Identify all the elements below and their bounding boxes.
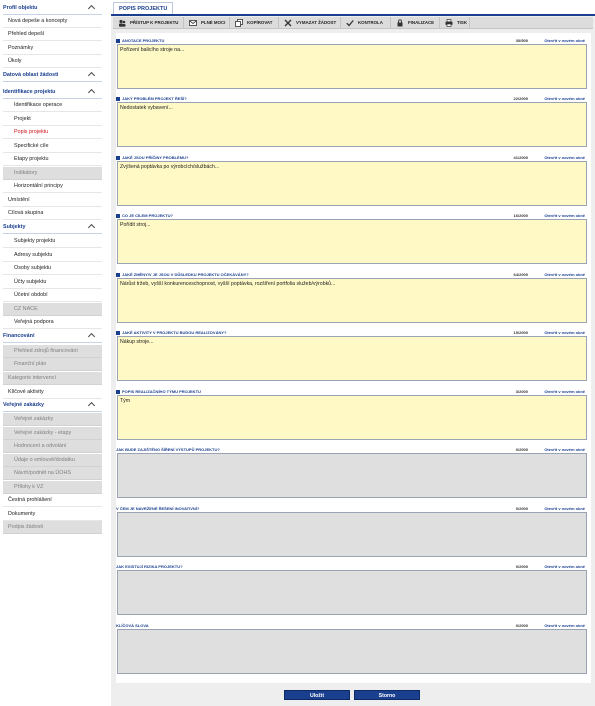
chevron-up-icon[interactable] [88, 402, 95, 409]
char-counter: 22/2000 [513, 96, 528, 101]
sidebar-item-subjekty[interactable] [3, 221, 102, 234]
sidebar-item-label: Popis projektu [14, 129, 49, 135]
sidebar-item-label: Umístění [8, 197, 30, 203]
tab-bar [111, 0, 595, 16]
sidebar-item-financovani[interactable] [3, 330, 102, 343]
toolbar-button-label: FINALIZACE [408, 20, 435, 25]
sidebar-item-etapy-projektu[interactable] [3, 153, 102, 166]
field-label [116, 506, 199, 511]
text-area [117, 629, 587, 674]
open-in-new-window-link[interactable]: Otevřít v novém okně [544, 506, 585, 511]
required-marker-icon [116, 331, 120, 335]
sidebar-item-horizontalni-principy[interactable] [3, 180, 102, 193]
printer-icon [445, 19, 453, 27]
open-in-new-window-link[interactable]: Otevřít v novém okně [544, 38, 585, 43]
sidebar-item-label: Etapy projektu [14, 156, 49, 162]
open-in-new-window-link[interactable]: Otevřít v novém okně [544, 155, 585, 160]
field-label [116, 623, 149, 628]
required-marker-icon [116, 39, 120, 43]
toolbar-button-label: KOPÍROVAT [247, 20, 273, 25]
envelope-icon [189, 19, 197, 27]
field-label-text: V ČEM JE NAVRŽENÉ ŘEŠENÍ INOVATIVNÍ? [116, 506, 200, 511]
sidebar-item-label: Veřejná podpora [14, 319, 54, 325]
field-label [116, 564, 183, 569]
sidebar-item-ukoly[interactable] [3, 55, 102, 68]
sidebar-item-udaje-o-smlouve-dodatku [3, 454, 102, 467]
sidebar-item-label: Veřejné zakázky - etapy [14, 430, 72, 436]
open-in-new-window-link[interactable]: Otevřít v novém okně [544, 389, 585, 394]
sidebar-item-profil-objektu[interactable] [3, 2, 102, 15]
required-marker-icon [116, 214, 120, 218]
sidebar-item-label: Financování [3, 333, 35, 339]
field-label-text: CO JE CÍLEM PROJEKTU? [122, 213, 173, 218]
sidebar-item-umisteni[interactable] [3, 194, 102, 207]
toolbar-button-label: VYMAZAT ŽÁDOST [296, 20, 337, 25]
sidebar-item-label: Podpis žádosti [8, 524, 44, 530]
sidebar-item-dokumenty[interactable] [3, 508, 102, 521]
field-label [116, 330, 226, 335]
chevron-up-icon[interactable] [88, 89, 95, 96]
sidebar-item-podpis-zadosti [3, 521, 102, 534]
field-label [116, 96, 187, 101]
field-group [116, 270, 591, 326]
sidebar-item-label: Osoby subjektu [14, 265, 52, 271]
field-group [116, 94, 591, 150]
sidebar-item-label: Identifikace projektu [3, 89, 56, 95]
field-label-text: JAKÝ PROBLÉM PROJEKT ŘEŠÍ? [122, 96, 187, 101]
text-area [117, 570, 587, 615]
sidebar-item-label: Cílová skupina [8, 210, 44, 216]
sidebar-item-cilova-skupina[interactable] [3, 207, 102, 220]
field-group [116, 562, 591, 618]
tab-popis-projektu[interactable]: POPIS PROJEKTU [113, 2, 173, 14]
field-label [116, 155, 188, 160]
sidebar-item-label: Přehled depeší [8, 31, 45, 37]
toolbar-button-kopirovat[interactable] [230, 17, 279, 29]
required-marker-icon [116, 97, 120, 101]
open-in-new-window-link[interactable]: Otevřít v novém okně [544, 564, 585, 569]
char-counter: 15/2000 [513, 330, 528, 335]
sidebar-item-prehled-zdroju-financovani [3, 345, 102, 358]
sidebar-item-adresy-subjektu[interactable] [3, 249, 102, 262]
sidebar-item-navrh-podnet-na-uohs [3, 467, 102, 480]
sidebar-item-label: Poznámky [8, 45, 34, 51]
copy-icon [235, 19, 243, 27]
sidebar-item-label: Identifikace operace [14, 102, 63, 108]
sidebar-item-label: Dokumenty [8, 511, 36, 517]
text-area [117, 453, 587, 498]
sidebar-item-label: Údaje o smlouvě/dodatku [14, 457, 75, 463]
sidebar-item-cz-nace [3, 303, 102, 316]
field-group [116, 153, 591, 209]
sidebar-item-hodnoceni-a-odvolani [3, 440, 102, 453]
sidebar-item-label: Veřejné zakázky [3, 402, 45, 408]
field-label-text: JAK BUDE ZAJIŠTĚNO ŠÍŘENÍ VÝSTUPŮ PROJEKTU? [116, 447, 220, 452]
sidebar-item-label: Datová oblast žádosti [3, 72, 59, 78]
char-counter: 0/2000 [515, 564, 528, 569]
field-label-text: ANOTACE PROJEKTU [122, 38, 165, 43]
sidebar-item-label: Klíčové aktivity [8, 389, 44, 395]
sidebar-item-label: CZ NACE [14, 306, 38, 312]
sidebar-item-identifikace-operace[interactable] [3, 99, 102, 112]
open-in-new-window-link[interactable]: Otevřít v novém okně [544, 623, 585, 628]
action-toolbar [113, 17, 593, 29]
sidebar-item-label: Přílohy k VZ [14, 484, 44, 490]
sidebar-item-label: Návrh/podnět na ÚOHS [14, 470, 71, 476]
sidebar-item-label: Účty subjektu [14, 279, 47, 285]
field-label [116, 38, 164, 43]
sidebar-item-prehled-depesi[interactable] [3, 28, 102, 41]
sidebar-item-projekt[interactable] [3, 113, 102, 126]
field-group [116, 504, 591, 560]
sidebar-item-identifikace-projektu[interactable] [3, 86, 102, 99]
sidebar-item-label: Hodnocení a odvolání [14, 443, 67, 449]
text-area[interactable]: Pořídit stroj... [117, 219, 587, 264]
text-area[interactable]: Nákup stroje... [117, 336, 587, 381]
char-counter: 64/2000 [513, 272, 528, 277]
field-label-text: JAKÉ JSOU PŘÍČINY PROBLÉMU? [122, 155, 189, 160]
field-group [116, 211, 591, 267]
sidebar-item-verejna-podpora[interactable] [3, 316, 102, 329]
text-area[interactable]: Zvýšená poptávka po výrobcích/službách... [117, 161, 587, 206]
sidebar-item-label: Účetní období [14, 292, 48, 298]
required-marker-icon [116, 390, 120, 394]
sidebar-navigation [0, 0, 102, 706]
sidebar-item-subjekty-projektu[interactable] [3, 235, 102, 248]
field-label [116, 389, 201, 394]
sidebar-item-prilohy-k-vz [3, 481, 102, 494]
toolbar-button-label: KONTROLA [358, 20, 383, 25]
text-area[interactable]: Pořízení balicího stroje na... [117, 44, 587, 89]
char-counter: 0/2000 [515, 506, 528, 511]
lock-icon [396, 19, 404, 27]
sidebar-item-popis-projektu[interactable] [3, 126, 102, 139]
project-description-form [116, 33, 591, 683]
people-icon [118, 19, 126, 27]
toolbar-button-vymazat-zadost[interactable] [279, 17, 341, 29]
open-in-new-window-link[interactable]: Otevřít v novém okně [544, 447, 585, 452]
sidebar-item-label: Nová depeše a koncepty [8, 18, 68, 24]
required-marker-icon [116, 273, 120, 277]
sidebar-item-label: Indikátory [14, 170, 38, 176]
chevron-up-icon[interactable] [88, 5, 95, 12]
required-marker-icon [116, 156, 120, 160]
chevron-up-icon[interactable] [88, 72, 95, 79]
char-counter: 16/2000 [513, 213, 528, 218]
sidebar-item-poznamky[interactable] [3, 42, 102, 55]
sidebar-item-label: Horizontální principy [14, 183, 63, 189]
sidebar-item-label: Specifické cíle [14, 143, 49, 149]
save-button[interactable]: Uložit [284, 690, 350, 700]
open-in-new-window-link[interactable]: Otevřít v novém okně [544, 96, 585, 101]
toolbar-button-label: TISK [457, 20, 468, 25]
char-counter: 41/2000 [513, 155, 528, 160]
chevron-up-icon[interactable] [88, 224, 95, 231]
sidebar-item-label: Profil objektu [3, 5, 38, 11]
text-area[interactable]: Tým [117, 395, 587, 440]
check-icon [346, 19, 354, 27]
sidebar-item-label: Přehled zdrojů financování [14, 348, 78, 354]
cancel-button[interactable]: Storno [354, 690, 420, 700]
field-label-text: JAKÉ ZMĚNY/V JE JSOU V DŮSLEDKU PROJEKTU OČEKÁVÁNY? [122, 272, 249, 277]
sidebar-item-financni-plan [3, 358, 102, 371]
sidebar-item-label: Veřejné zakázky [14, 416, 54, 422]
field-label-text: JAK EXISTUJÍ RIZIKA PROJEKTU? [116, 564, 183, 569]
sidebar-item-kategorie-intervenci [3, 372, 102, 385]
char-counter: 0/2000 [515, 623, 528, 628]
sidebar-item-label: Subjekty projektu [14, 238, 56, 244]
toolbar-button-label: PLNÉ MOCI [201, 20, 226, 25]
toolbar-button-plne-moci[interactable] [184, 17, 230, 29]
text-area[interactable]: Nedostatek vybavení... [117, 102, 587, 147]
sidebar-item-nova-depese-a-koncepty[interactable] [3, 15, 102, 28]
field-group [116, 621, 591, 677]
main-panel [111, 0, 595, 706]
toolbar-button-finalizace[interactable] [391, 17, 440, 29]
sidebar-item-label: Projekt [14, 116, 31, 122]
sidebar-item-label: Kategorie intervencí [8, 375, 56, 381]
open-in-new-window-link[interactable]: Otevřít v novém okně [544, 272, 585, 277]
text-area[interactable]: Nárůst tržeb, vyšší konkurenceschopnost, vyšší poptávka, rozšíření portfolia služeb/výrobků... [117, 278, 587, 323]
sidebar-item-verejne-zakazky[interactable] [3, 399, 102, 412]
toolbar-button-tisk[interactable] [440, 17, 470, 29]
char-counter: 0/2000 [515, 447, 528, 452]
open-in-new-window-link[interactable]: Otevřít v novém okně [544, 330, 585, 335]
field-label-text: POPIS REALIZAČNÍHO TÝMU PROJEKTU [122, 389, 201, 394]
sidebar-item-osoby-subjektu[interactable] [3, 262, 102, 275]
toolbar-button-kontrola[interactable] [341, 17, 391, 29]
sidebar-item-label: Úkoly [8, 58, 22, 64]
field-group [116, 36, 591, 92]
sidebar-item-verejne-zakazky [3, 413, 102, 426]
text-area [117, 512, 587, 557]
sidebar-item-label: Adresy subjektu [14, 252, 53, 258]
toolbar-button-pristup-k-projektu[interactable] [113, 17, 184, 29]
field-label-text: JAKÉ AKTIVITY V PROJEKTU BUDOU REALIZOVÁNY? [122, 330, 227, 335]
field-group [116, 328, 591, 384]
sidebar-item-ucetni-obdobi[interactable] [3, 289, 102, 302]
field-label-text: KLÍČOVÁ SLOVA [116, 623, 149, 628]
sidebar-item-label: Finanční plán [14, 361, 47, 367]
sidebar-item-cestna-prohlaseni[interactable] [3, 494, 102, 507]
field-label [116, 272, 249, 277]
sidebar-item-verejne-zakazky-etapy [3, 427, 102, 440]
sidebar-item-ucty-subjektu[interactable] [3, 276, 102, 289]
field-group [116, 445, 591, 501]
sidebar-item-datova-oblast-zadosti[interactable] [3, 69, 102, 82]
char-counter: 30/500 [515, 38, 528, 43]
field-group [116, 387, 591, 443]
delete-x-icon [284, 19, 292, 27]
field-label [116, 447, 220, 452]
sidebar-item-specificke-cile[interactable] [3, 140, 102, 153]
sidebar-item-indikatory [3, 167, 102, 180]
open-in-new-window-link[interactable]: Otevřít v novém okně [544, 213, 585, 218]
char-counter: 3/2000 [515, 389, 528, 394]
sidebar-item-klicove-aktivity[interactable] [3, 386, 102, 399]
toolbar-button-label: PŘÍSTUP K PROJEKTU [130, 20, 179, 25]
sidebar-item-label: Subjekty [3, 224, 26, 230]
field-label [116, 213, 173, 218]
chevron-up-icon[interactable] [88, 333, 95, 340]
sidebar-item-label: Čestná prohlášení [8, 497, 52, 503]
